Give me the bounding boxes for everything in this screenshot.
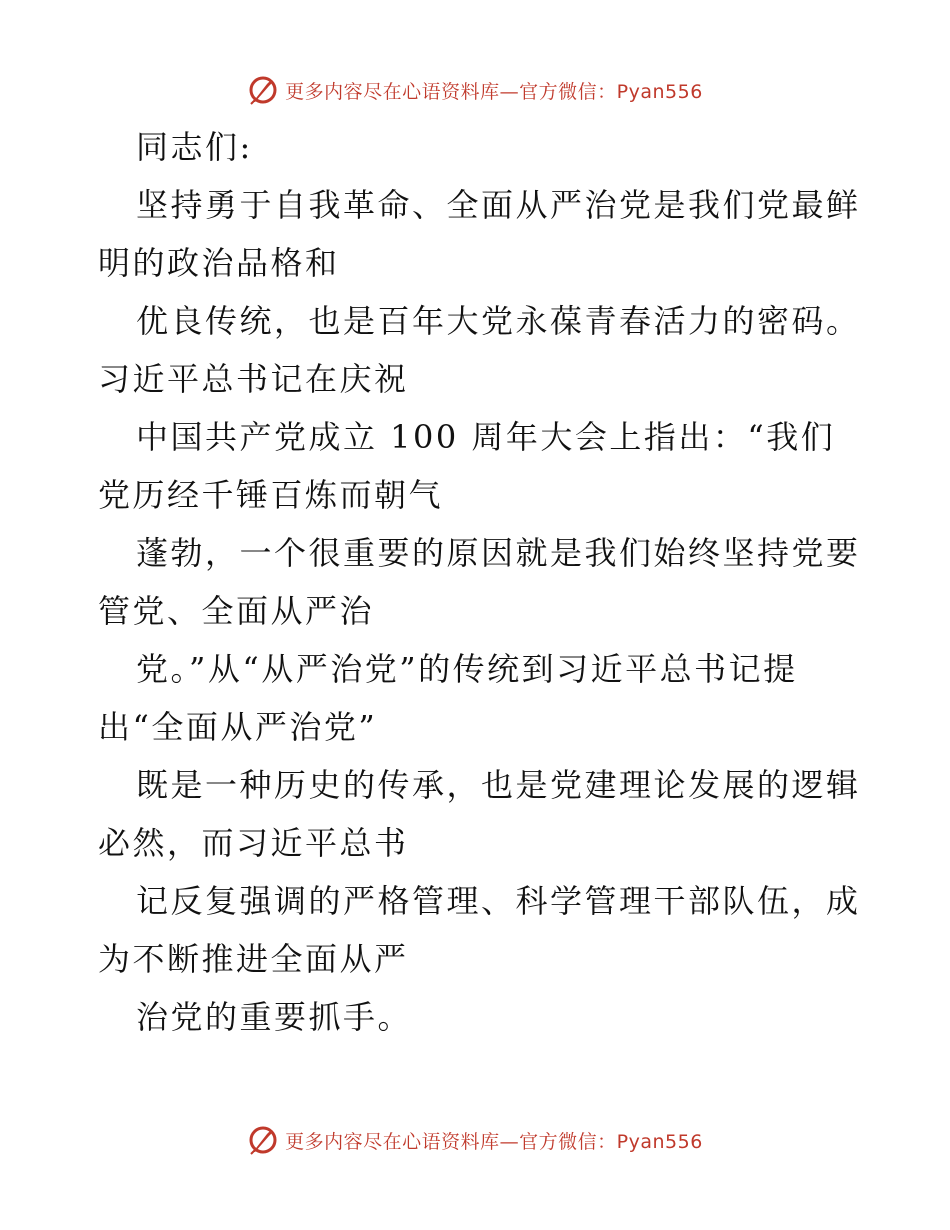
body-text-line: 管党、全面从严治 xyxy=(98,592,375,630)
footer-watermark xyxy=(0,1124,950,1156)
watermark-handle: Pyan556 xyxy=(616,80,703,103)
body-text-line: 既是一种历史的传承，也是党建理论发展的逻辑 xyxy=(136,766,861,804)
document-body xyxy=(98,118,861,1046)
body-text-line: 优良传统，也是百年大党永葆青春活力的密码。 xyxy=(136,302,861,340)
body-text-line: 为不断推进全面从严 xyxy=(98,940,409,978)
body-text-line: 出“全面从严治党” xyxy=(98,708,378,746)
body-text-line: 党历经千锤百炼而朝气 xyxy=(98,476,444,514)
watermark-text xyxy=(285,77,703,104)
watermark-label: 更多内容尽在心语资料库—官方微信： xyxy=(285,80,617,103)
watermark-text xyxy=(285,1127,703,1154)
body-text-line: 党。”从“从严治党”的传统到习近平总书记提 xyxy=(136,650,798,688)
body-text-line: 蓬勃，一个很重要的原因就是我们始终坚持党要 xyxy=(136,534,861,572)
quill-pen-logo-icon xyxy=(247,1124,279,1156)
body-text-line: 同志们: xyxy=(136,128,253,166)
body-text-line: 坚持勇于自我革命、全面从严治党是我们党最鲜 xyxy=(136,186,861,224)
quill-pen-logo-icon xyxy=(247,74,279,106)
body-text-line: 记反复强调的严格管理、科学管理干部队伍，成 xyxy=(136,882,861,920)
body-text-line: 明的政治品格和 xyxy=(98,244,340,282)
watermark-label: 更多内容尽在心语资料库—官方微信： xyxy=(285,1130,617,1153)
watermark-handle: Pyan556 xyxy=(616,1130,703,1153)
body-text-line: 习近平总书记在庆祝 xyxy=(98,360,409,398)
body-text-line: 中国共产党成立 100 周年大会上指出：“我们 xyxy=(136,418,836,456)
body-text-line: 治党的重要抓手。 xyxy=(136,998,413,1036)
body-text-line: 必然，而习近平总书 xyxy=(98,824,409,862)
header-watermark xyxy=(0,74,950,106)
